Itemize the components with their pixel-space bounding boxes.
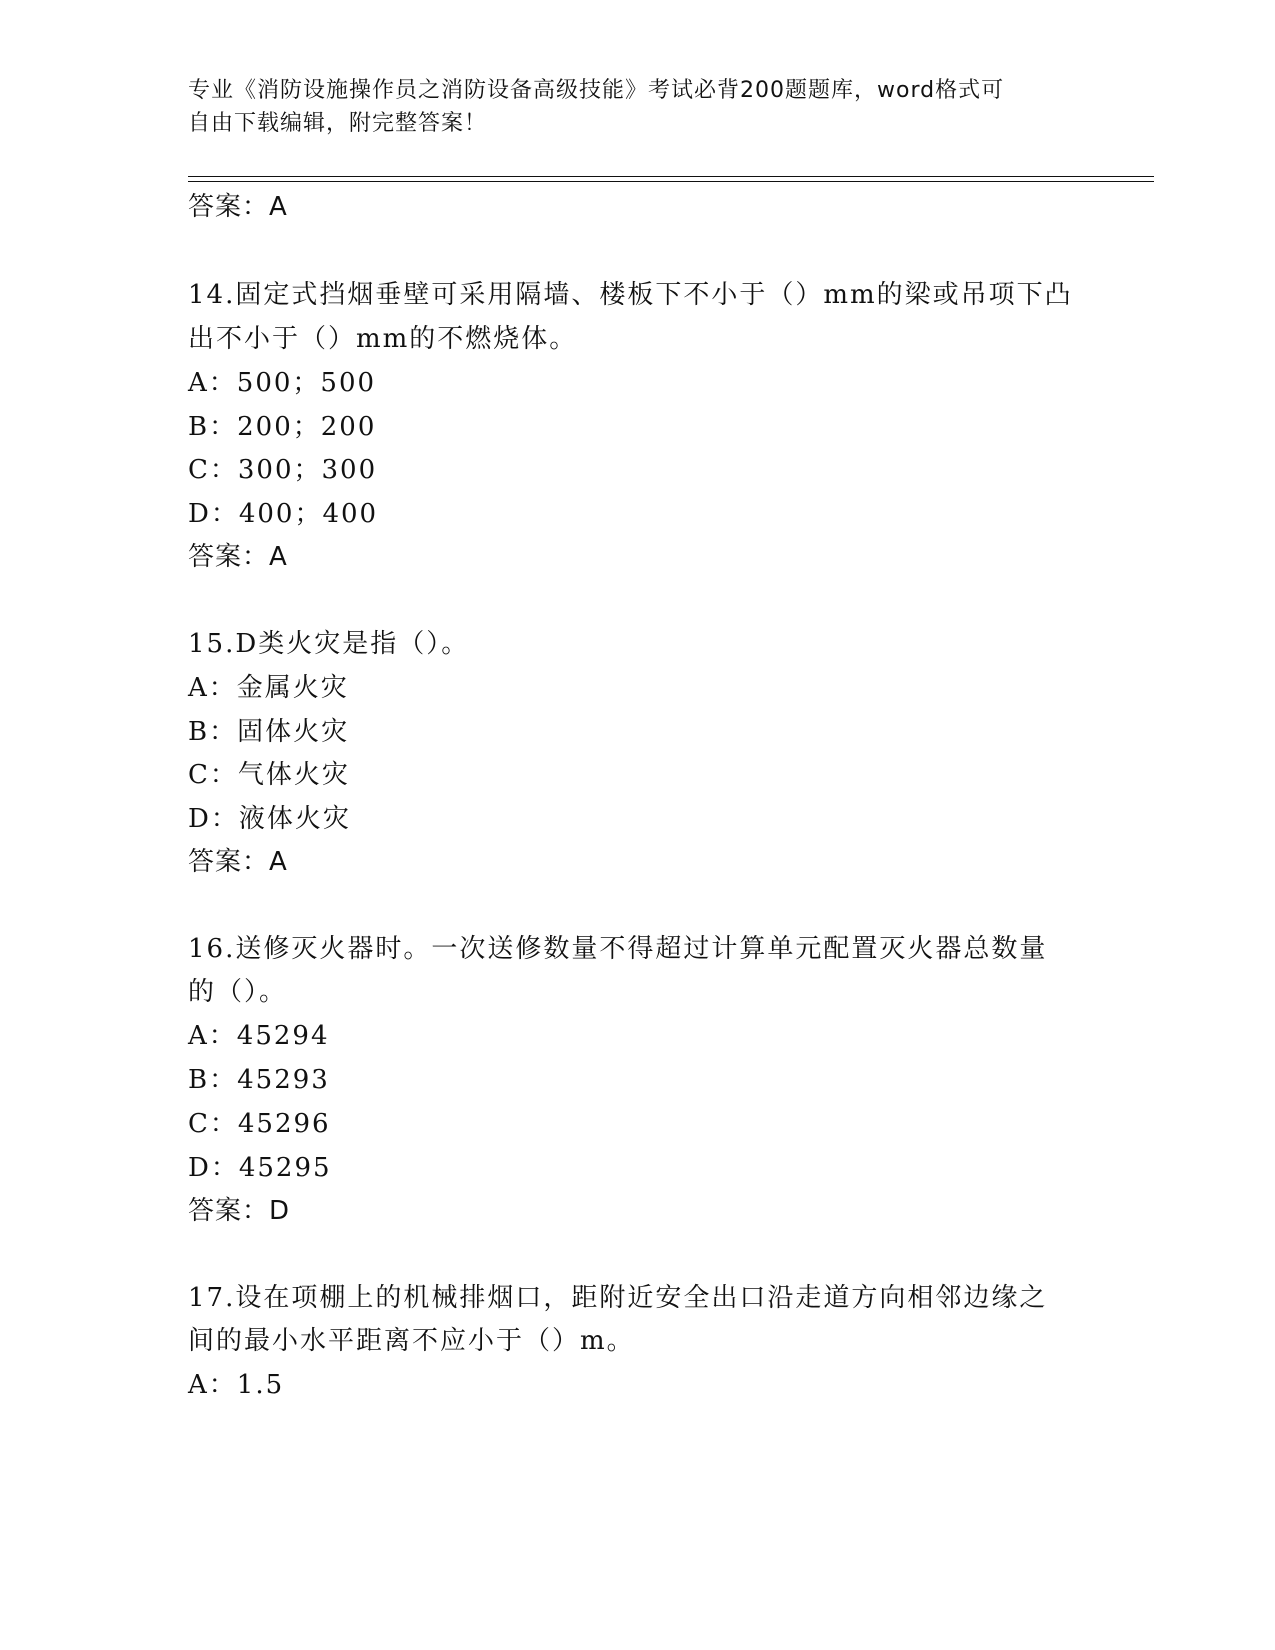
header-rule-top	[188, 176, 1154, 177]
q14-option-a: A：500；500	[188, 368, 377, 398]
q14-option-b: B：200；200	[188, 412, 377, 442]
q16-option-d: D：45295	[188, 1153, 332, 1183]
q15-option-a: A：金属火灾	[188, 673, 349, 703]
q15-answer: 答案：A	[188, 847, 288, 877]
prev-answer: 答案：A	[188, 192, 288, 222]
q16-stem-line-2: 的（）。	[188, 977, 288, 1007]
header-rule-bottom	[188, 181, 1154, 182]
q15-option-c: C：气体火灾	[188, 760, 350, 790]
header-line-2: 自由下载编辑，附完整答案！	[188, 111, 488, 136]
q16-option-b: B：45293	[188, 1065, 330, 1095]
q14-stem-line-2: 出不小于（）mm的不燃烧体。	[188, 324, 578, 354]
q17-stem-line-2: 间的最小水平距离不应小于（）m。	[188, 1326, 635, 1356]
q15-option-b: B：固体火灾	[188, 717, 350, 747]
q14-option-c: C：300；300	[188, 455, 378, 485]
q16-answer: 答案：D	[188, 1196, 291, 1226]
q16-stem-line-1: 16.送修灭火器时。一次送修数量不得超过计算单元配置灭火器总数量	[188, 934, 1048, 964]
q17-stem-line-1: 17.设在项棚上的机械排烟口，距附近安全出口沿走道方向相邻边缘之	[188, 1283, 1048, 1313]
q16-option-c: C：45296	[188, 1109, 331, 1139]
q15-stem-line-1: 15.D类火灾是指（）。	[188, 629, 470, 659]
q16-option-a: A：45294	[188, 1021, 330, 1051]
q14-stem-line-1: 14.固定式挡烟垂壁可采用隔墙、楼板下不小于（）mm的梁或吊项下凸	[188, 280, 1073, 310]
q17-option-a: A：1.5	[188, 1370, 285, 1400]
header-text	[188, 74, 1068, 140]
q14-answer: 答案：A	[188, 542, 288, 572]
q14-option-d: D：400；400	[188, 499, 379, 529]
q15-option-d: D：液体火灾	[188, 804, 351, 834]
header-line-1: 专业《消防设施操作员之消防设备高级技能》考试必背200题题库，word格式可	[188, 78, 1005, 103]
